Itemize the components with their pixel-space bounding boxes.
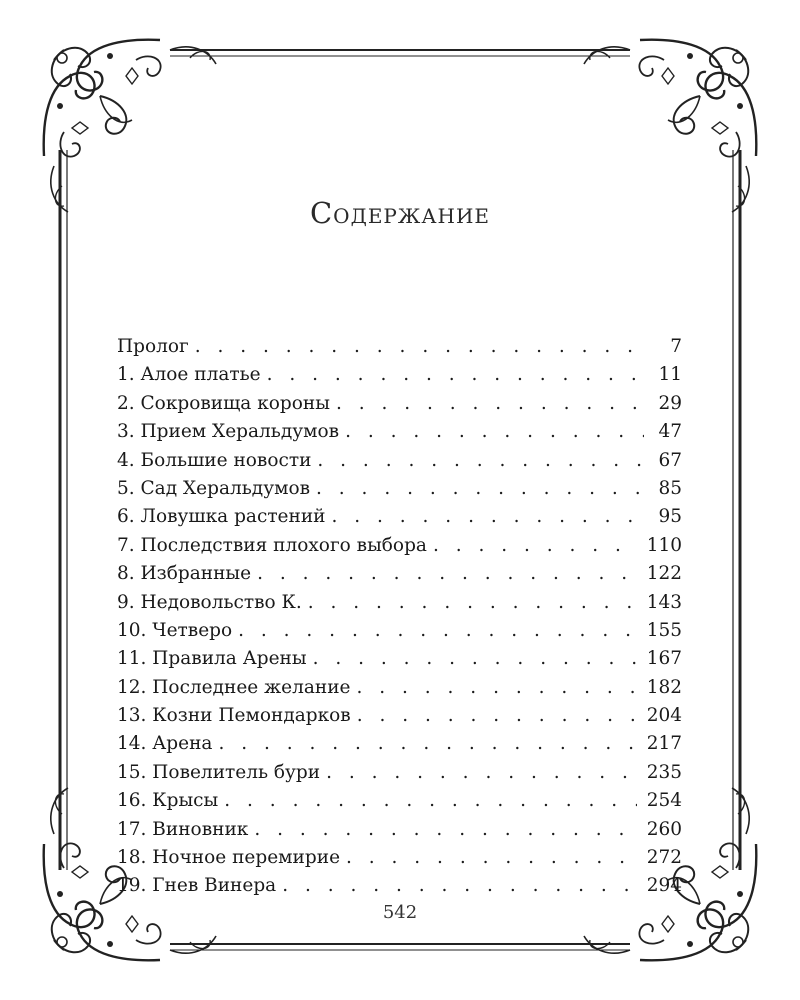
toc-leader-dots — [282, 872, 636, 900]
toc-leader-dots — [254, 816, 636, 844]
toc-entry-2[interactable] — [117, 390, 682, 418]
toc-leader-dots — [326, 759, 637, 787]
corner-flourish-top-left-icon — [44, 40, 216, 212]
corner-flourish-top-right-icon — [584, 40, 756, 212]
toc-entry-page: 143 — [646, 591, 682, 613]
toc-entry-page: 254 — [646, 790, 682, 812]
toc-leader-dots — [313, 645, 637, 673]
toc-entry-label: 19. Гнев Винера — [117, 875, 277, 897]
toc-entry-label: 18. Ночное перемирие — [117, 847, 341, 869]
toc-leader-dots — [267, 361, 644, 389]
toc-entry-17[interactable] — [117, 816, 682, 844]
toc-leader-dots — [316, 475, 644, 503]
toc-leader-dots — [332, 503, 645, 531]
toc-entry-label: 16. Крысы — [117, 790, 219, 812]
toc-entry-4[interactable] — [117, 447, 682, 475]
toc-leader-dots — [336, 390, 644, 418]
toc-leader-dots — [195, 333, 644, 361]
toc-entry-14[interactable] — [117, 730, 682, 758]
toc-entry-page: 110 — [646, 534, 682, 556]
toc-entry-page: 67 — [658, 449, 682, 471]
toc-entry-label: 9. Недовольство К. — [117, 591, 302, 613]
page-title: Содержание — [309, 196, 490, 230]
toc-entry-page: 7 — [670, 336, 682, 357]
toc-entry-page: 235 — [646, 761, 682, 783]
toc-entry-label: 12. Последнее желание — [117, 676, 351, 698]
toc-entry-label: 11. Правила Арены — [117, 648, 307, 670]
toc-entry-page: 204 — [646, 705, 682, 727]
toc-entry-6[interactable] — [117, 503, 682, 531]
toc-entry-page: 167 — [646, 648, 682, 670]
toc-entry-label: 8. Избранные — [117, 563, 252, 585]
toc-leader-dots — [308, 589, 637, 617]
toc-entry-3[interactable] — [117, 418, 682, 446]
toc-entry-label: 15. Повелитель бури — [117, 761, 321, 783]
toc-entry-19[interactable] — [117, 872, 682, 900]
toc-entry-9[interactable] — [117, 589, 682, 617]
toc-entry-12[interactable] — [117, 674, 682, 702]
toc-entry-11[interactable] — [117, 645, 682, 673]
toc-entry-18[interactable] — [117, 844, 682, 872]
toc-entry-16[interactable] — [117, 787, 682, 815]
toc-leader-dots — [317, 447, 644, 475]
page-number: 542 — [382, 902, 418, 923]
toc-entry-label: 1. Алое платье — [117, 364, 261, 386]
toc-leader-dots — [238, 617, 637, 645]
toc-entry-label: 13. Козни Пемондарков — [117, 705, 351, 727]
toc-entry-prologue[interactable] — [117, 333, 682, 361]
toc-entry-label: 17. Виновник — [117, 818, 249, 840]
toc-entry-page: 47 — [658, 421, 682, 443]
toc-entry-label: 10. Четверо — [117, 619, 233, 641]
toc-entry-label: 4. Большие новости — [117, 449, 312, 471]
toc-entry-label: 5. Сад Херальдумов — [117, 477, 311, 499]
toc-entry-8[interactable] — [117, 560, 682, 588]
toc-leader-dots — [218, 730, 636, 758]
toc-entry-label: 3. Прием Херальдумов — [117, 421, 340, 443]
toc-leader-dots — [433, 532, 637, 560]
toc-entry-13[interactable] — [117, 702, 682, 730]
toc-entry-page: 260 — [646, 818, 682, 840]
toc-leader-dots — [257, 560, 637, 588]
toc-entry-label: 7. Последствия плохого выбора — [117, 534, 427, 556]
toc-entry-page: 217 — [646, 733, 682, 755]
toc-entry-page: 272 — [646, 847, 682, 869]
table-of-contents — [117, 333, 682, 901]
toc-entry-5[interactable] — [117, 475, 682, 503]
toc-entry-page: 85 — [658, 477, 682, 499]
toc-entry-7[interactable] — [117, 532, 682, 560]
toc-entry-label: 2. Сокровища короны — [117, 392, 330, 414]
toc-entry-1[interactable] — [117, 361, 682, 389]
toc-entry-10[interactable] — [117, 617, 682, 645]
toc-entry-page: 11 — [658, 364, 682, 386]
toc-entry-label: Пролог — [117, 336, 189, 357]
toc-entry-page: 182 — [646, 676, 682, 698]
toc-leader-dots — [346, 844, 637, 872]
toc-leader-dots — [357, 702, 637, 730]
toc-entry-label: 6. Ловушка растений — [117, 506, 326, 528]
toc-entry-page: 294 — [646, 875, 682, 897]
toc-entry-page: 95 — [658, 506, 682, 528]
toc-leader-dots — [357, 674, 637, 702]
toc-leader-dots — [345, 418, 644, 446]
toc-entry-label: 14. Арена — [117, 733, 213, 755]
toc-entry-page: 155 — [646, 619, 682, 641]
toc-entry-page: 122 — [646, 563, 682, 585]
toc-leader-dots — [224, 787, 636, 815]
toc-entry-15[interactable] — [117, 759, 682, 787]
toc-entry-page: 29 — [658, 392, 682, 414]
